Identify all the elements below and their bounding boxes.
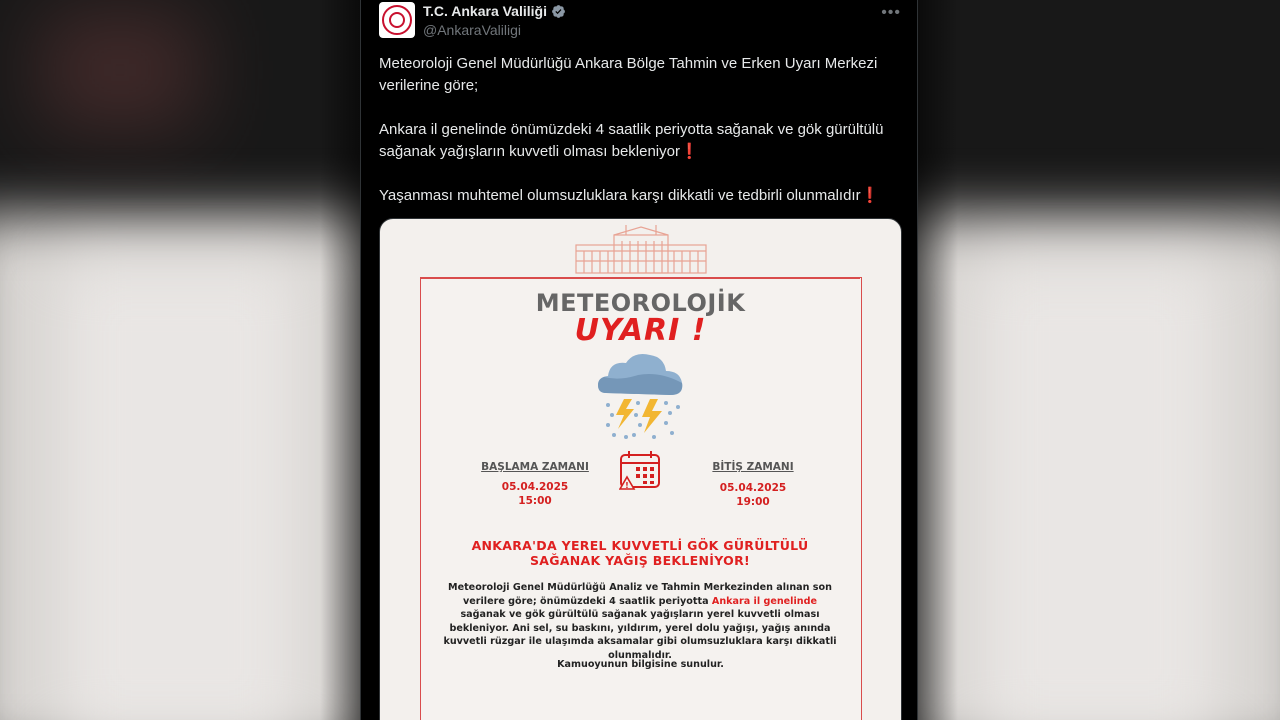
author-name-row (423, 3, 566, 19)
poster-headline: ANKARA'DA YEREL KUVVETLİ GÖK GÜRÜLTÜLÜ SAĞANAK YAĞIŞ BEKLENİYOR! (471, 538, 809, 568)
start-time-label: BAŞLAMA ZAMANI (481, 461, 589, 473)
end-time: 19:00 (736, 496, 770, 508)
highlighted-region: Ankara il genelinde (711, 595, 817, 607)
background-blur-left (0, 0, 360, 720)
end-time-label: BİTİŞ ZAMANI (712, 461, 794, 473)
end-date: 05.04.2025 (719, 482, 787, 494)
tweet-media-image[interactable] (379, 218, 902, 720)
calendar-warning-icon (619, 449, 661, 491)
verified-badge-icon (551, 4, 566, 19)
building-illustration-icon (574, 225, 708, 275)
thunderstorm-cloud-icon (594, 347, 690, 443)
tweet-paragraph-1: Meteoroloji Genel Müdürlüğü Ankara Bölge Tahmin ve Erken Uyarı Merkezi verilerine göre; (379, 55, 878, 94)
exclamation-icon: ❗ (679, 143, 699, 160)
poster-body-text: Meteoroloji Genel Müdürlüğü Analiz ve Tahmin Merkezinden alınan son verilere göre; önümüzdeki 4 saatlik periyotta Ankara il genelinde sağanak ve gök gürültülü sağanak yağışların yerel kuvvetli olması bekleniyor. Ani sel, su baskını, yıldırım, yerel dolu yağışı, yağış anında kuvvetli rüzgar ile ulaşımda aksamalar gibi olumsuzluklara karşı dikkatli olunmalıdır. (443, 582, 837, 661)
avatar[interactable] (379, 2, 415, 38)
poster-footer: Kamuoyunun bilgisine sunulur. (557, 659, 724, 670)
more-options-icon[interactable]: ••• (881, 4, 901, 21)
tweet-paragraph-2: Ankara il genelinde önümüzdeki 4 saatlik periyotta sağanak ve gök gürültülü sağanak yağışların kuvvetli olması bekleniyor❗ (379, 121, 884, 160)
tweet-paragraph-3: Yaşanması muhtemel olumsuzluklara karşı dikkatli ve tedbirli olunmalıdır❗ (379, 187, 880, 204)
exclamation-icon: ❗ (860, 187, 880, 204)
svg-text:!: ! (625, 481, 629, 490)
ankara-governorship-seal-icon (382, 5, 412, 35)
display-name[interactable]: T.C. Ankara Valiliği (423, 3, 547, 19)
account-handle[interactable]: @AnkaraValiligi (423, 22, 521, 38)
poster-warning-title: UYARI ! (574, 313, 707, 348)
poster-title: METEOROLOJİK (535, 289, 746, 317)
tweet-text (379, 53, 904, 207)
start-time: 15:00 (518, 495, 552, 507)
start-date: 05.04.2025 (501, 481, 569, 493)
tweet-card (360, 0, 918, 720)
background-blur-right (918, 0, 1280, 720)
